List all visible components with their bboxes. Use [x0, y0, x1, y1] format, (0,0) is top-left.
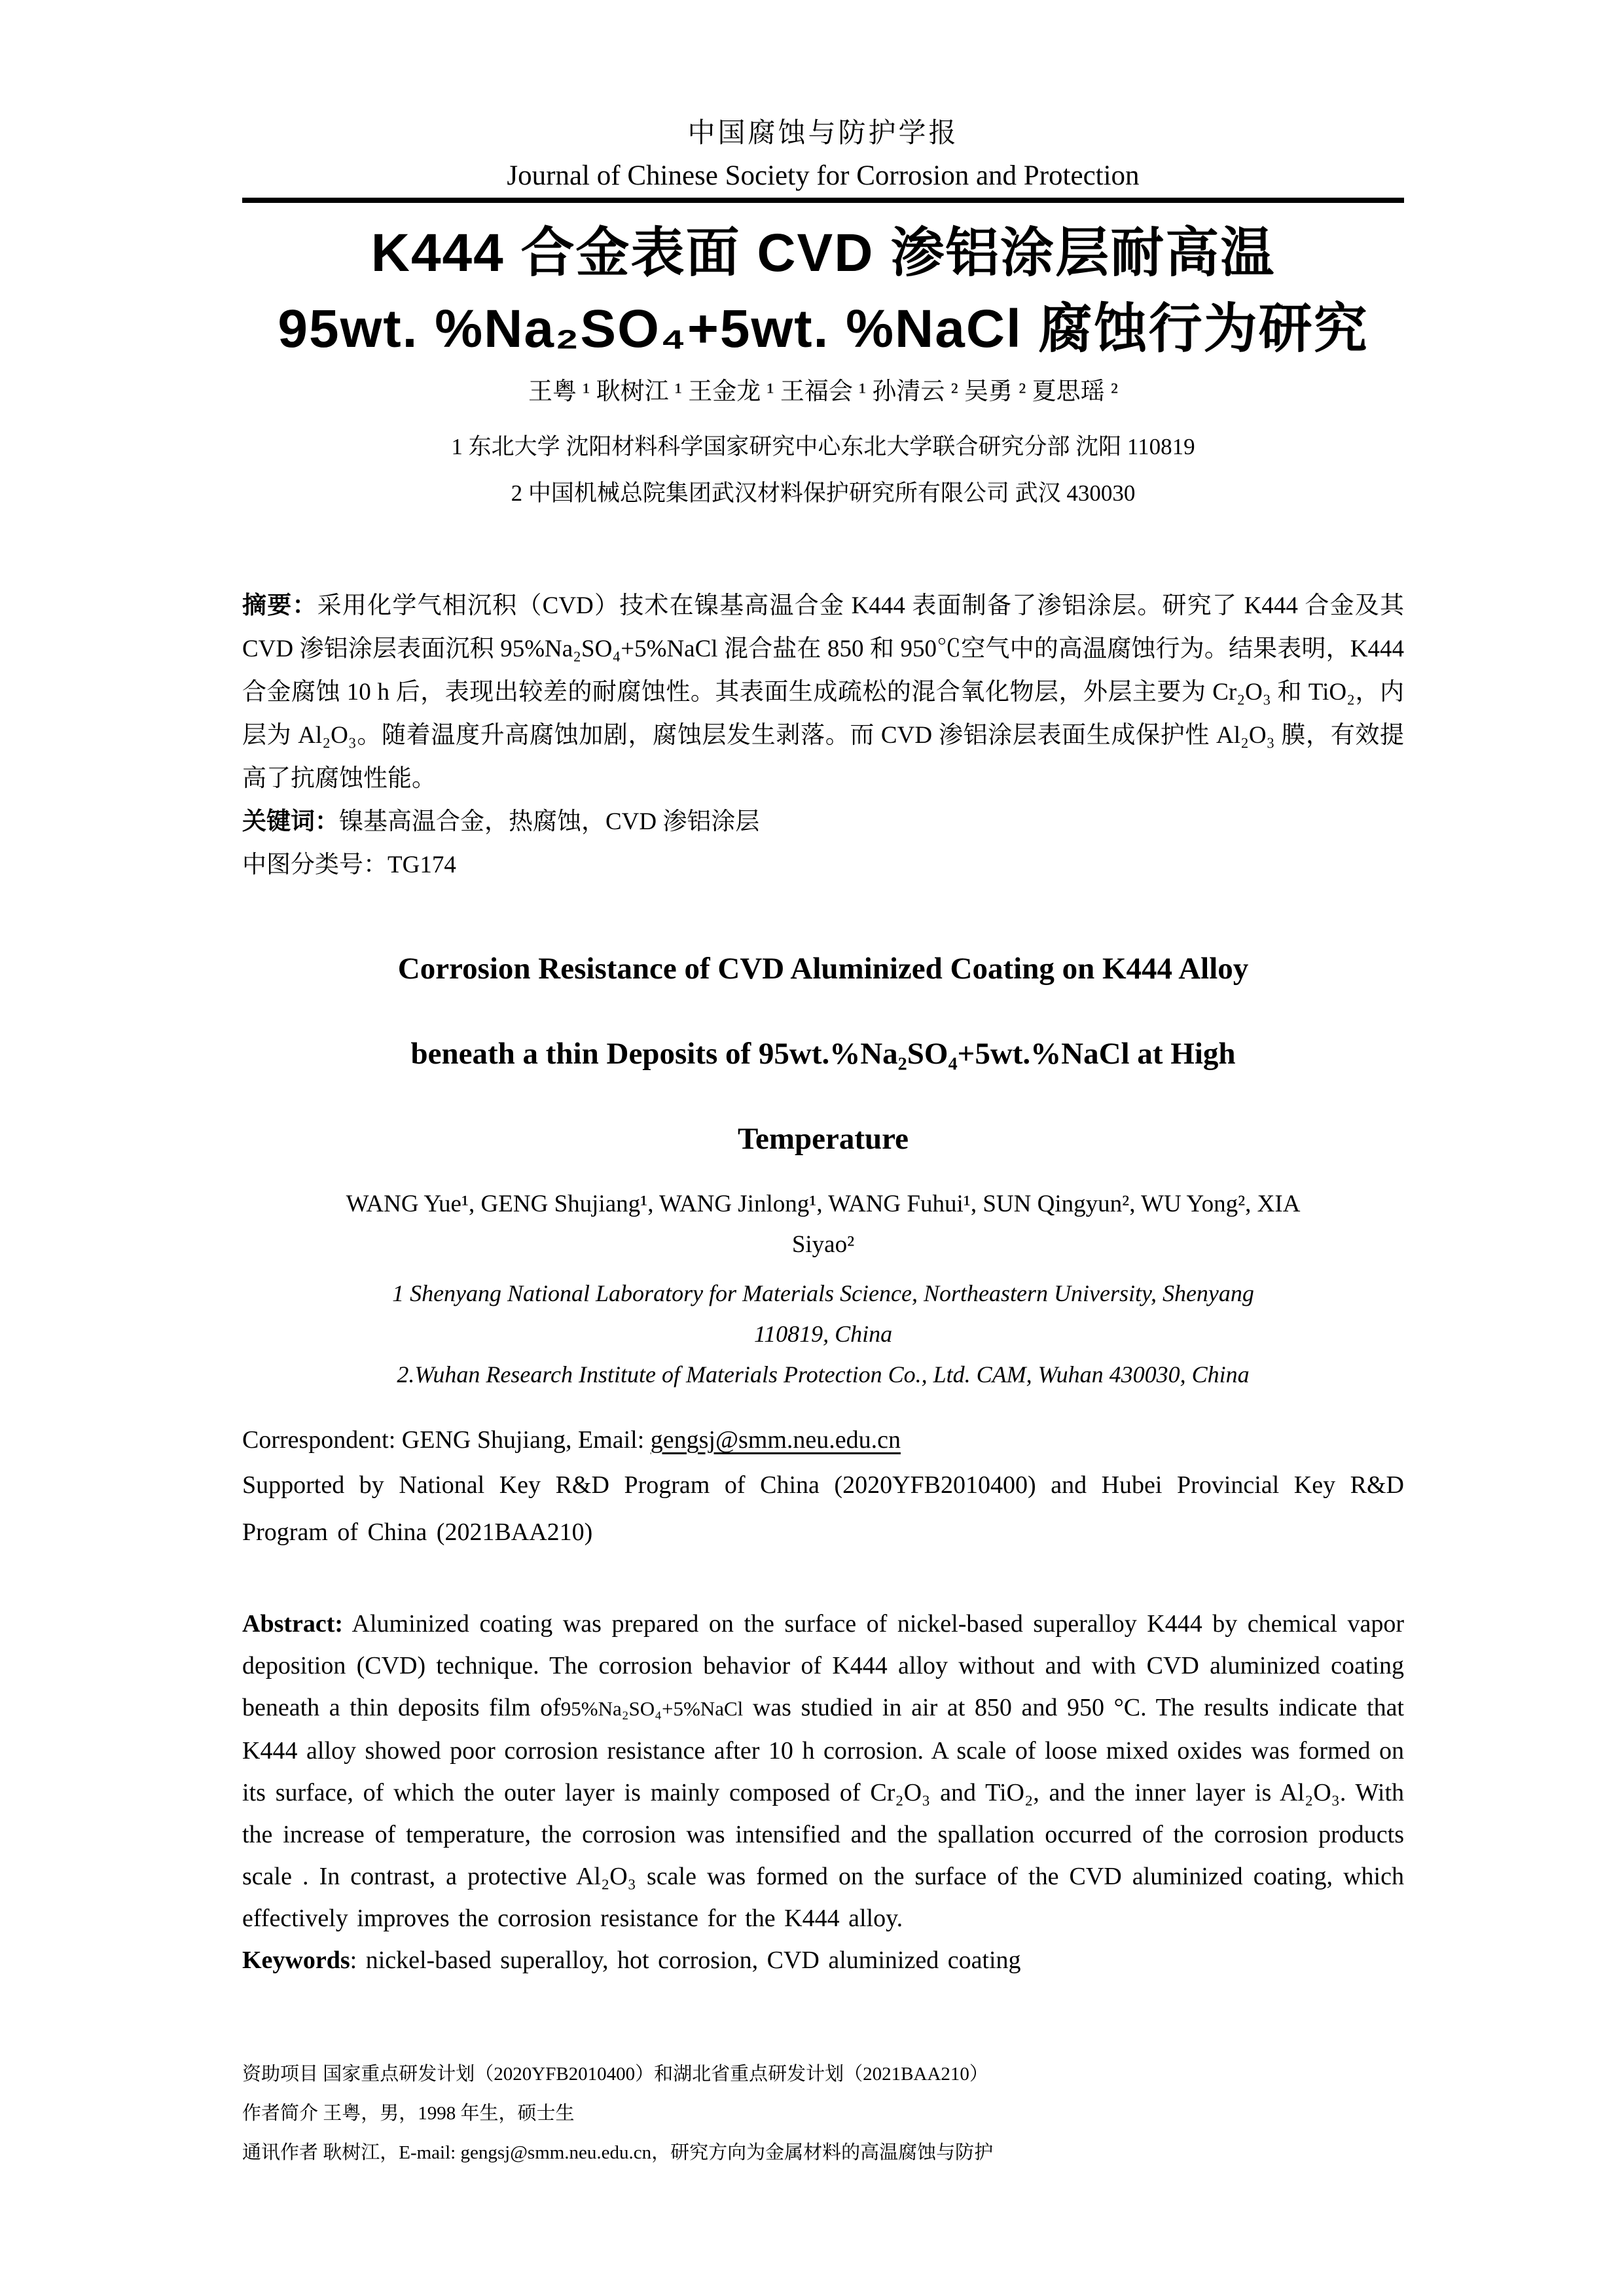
footnotes-block: [242, 2054, 1404, 2172]
paper-title-cn-line2: 95wt. %Na₂SO₄+5wt. %NaCl 腐蚀行为研究: [278, 299, 1369, 359]
abstract-en-part2: was studied in air at 850 and 950 °C. The results indicate that K444 alloy showed poor corrosion resistance after 10 h corrosion. A scale of loose mixed oxides was formed on its surface, of which the outer layer is mainly composed of Cr₂O₃ and TiO₂, and the inner layer is Al₂O₃. With the increase of temperature, the corrosion was intensified and the spallation occurred of the corrosion products scale . In contrast, a protective Al₂O₃ scale was formed on the surface of the CVD aluminized coating, which effectively improves the corrosion resistance for the K444 alloy.: [242, 1694, 1404, 1932]
affiliations-en: [242, 1273, 1404, 1395]
footnote-funding-cn: 资助项目 国家重点研发计划（2020YFB2010400）和湖北省重点研发计划（2021BAA210）: [242, 2064, 988, 2085]
abstract-cn: [242, 584, 1404, 800]
correspondent-line: [242, 1418, 1404, 1462]
keywords-en-label: Keywords: [242, 1946, 350, 1974]
keywords-en-text: : nickel-based superalloy, hot corrosion, CVD aluminized coating: [350, 1946, 1021, 1974]
footnote-contact-prefix: 通讯作者 耿树江，E-mail:: [242, 2142, 461, 2163]
affiliation-en-1-line2: 110819, China: [753, 1321, 893, 1347]
correspondence-block: [242, 1418, 1404, 1556]
affiliation-en-1-line1: 1 Shenyang National Laboratory for Materials Science, Northeastern University, Shenyang: [392, 1280, 1254, 1306]
abstract-en-part1: Aluminized coating was prepared on the surface of nickel-based superalloy K444 by chemical vapor deposition (CVD) technique. The corrosion behavior of K444 alloy without and with CVD aluminized coating beneath a thin deposits film of: [242, 1610, 1404, 1721]
footnote-contact: [242, 2133, 1404, 2172]
paper-title-en: [242, 926, 1404, 1181]
clc-value: TG174: [388, 852, 456, 878]
journal-title-en: Journal of Chinese Society for Corrosion and Protection: [507, 160, 1140, 191]
paper-title-en-line2: beneath a thin Deposits of 95wt.%Na₂SO₄+5wt.%NaCl at High: [410, 1037, 1236, 1071]
paper-title-cn-line1: K444 合金表面 CVD 渗铝涂层耐高温: [370, 223, 1276, 283]
abstract-cn-block: [242, 584, 1404, 887]
abstract-en-block: [242, 1603, 1404, 1981]
authors-en: [242, 1184, 1404, 1265]
affiliation-en-2: 2.Wuhan Research Institute of Materials Protection Co., Ltd. CAM, Wuhan 430030, China: [397, 1361, 1250, 1388]
abstract-en-formula: 95%Na₂SO₄+5%NaCl: [560, 1697, 744, 1720]
correspondent-prefix: Correspondent: GENG Shujiang, Email:: [242, 1426, 651, 1454]
page-content: [242, 0, 1404, 2172]
affiliation-cn-2: 2 中国机械总院集团武汉材料保护研究所有限公司 武汉 430030: [511, 480, 1136, 506]
keywords-cn-text: 镍基高温合金，热腐蚀，CVD 渗铝涂层: [339, 808, 760, 835]
header-rule: [242, 198, 1404, 203]
abstract-en-label: Abstract:: [242, 1610, 344, 1638]
paper-title-en-line1: Corrosion Resistance of CVD Aluminized Coating on K444 Alloy: [397, 952, 1249, 986]
authors-en-line2: Siyao²: [791, 1231, 855, 1258]
footnote-contact-suffix: ，研究方向为金属材料的高温腐蚀与防护: [651, 2142, 994, 2163]
keywords-cn: [242, 800, 1404, 844]
affiliation-cn-1: 1 东北大学 沈阳材料科学国家研究中心东北大学联合研究分部 沈阳 110819: [451, 434, 1195, 459]
authors-cn: 王粤 ¹ 耿树江 ¹ 王金龙 ¹ 王福会 ¹ 孙清云 ² 吴勇 ² 夏思瑶 ²: [528, 378, 1118, 405]
paper-title-en-line3: Temperature: [737, 1122, 909, 1156]
abstract-cn-label: 摘要：: [242, 592, 317, 619]
keywords-en: [242, 1939, 1404, 1981]
keywords-cn-label: 关键词：: [242, 808, 339, 835]
footnote-contact-email[interactable]: gengsj@smm.neu.edu.cn: [460, 2142, 652, 2163]
authors-en-line1: WANG Yue¹, GENG Shujiang¹, WANG Jinlong¹, WANG Fuhui¹, SUN Qingyun², WU Yong², XIA: [346, 1191, 1301, 1217]
clc-label: 中图分类号：: [242, 852, 388, 878]
correspondent-email-link[interactable]: gengsj@smm.neu.edu.cn: [650, 1426, 901, 1454]
journal-title-cn: 中国腐蚀与防护学报: [687, 118, 959, 149]
abstract-cn-text: 采用化学气相沉积（CVD）技术在镍基高温合金 K444 表面制备了渗铝涂层。研究了 K444 合金及其 CVD 渗铝涂层表面沉积 95%Na₂SO₄+5%NaCl 混合盐在 850 和 950℃空气中的高温腐蚀行为。结果表明，K444 合金腐蚀 10 h 后，表现出较差的耐腐蚀性。其表面生成疏松的混合氧化物层，外层主要为 Cr₂O₃ 和 TiO₂，内层为 Al₂O₃。随着温度升高腐蚀加剧，腐蚀层发生剥落。而 CVD 渗铝涂层表面生成保护性 Al₂O₃ 膜，有效提高了抗腐蚀性能。: [242, 592, 1405, 792]
abstract-en: [242, 1603, 1404, 1939]
clc-number: [242, 844, 1404, 887]
footnote-author-bio: 作者简介 王粤，男，1998 年生，硕士生: [242, 2103, 575, 2124]
funding-statement-en: Supported by National Key R&D Program of China (2020YFB2010400) and Hubei Provincial Key R&D Program of China (2021BAA210): [242, 1471, 1404, 1546]
